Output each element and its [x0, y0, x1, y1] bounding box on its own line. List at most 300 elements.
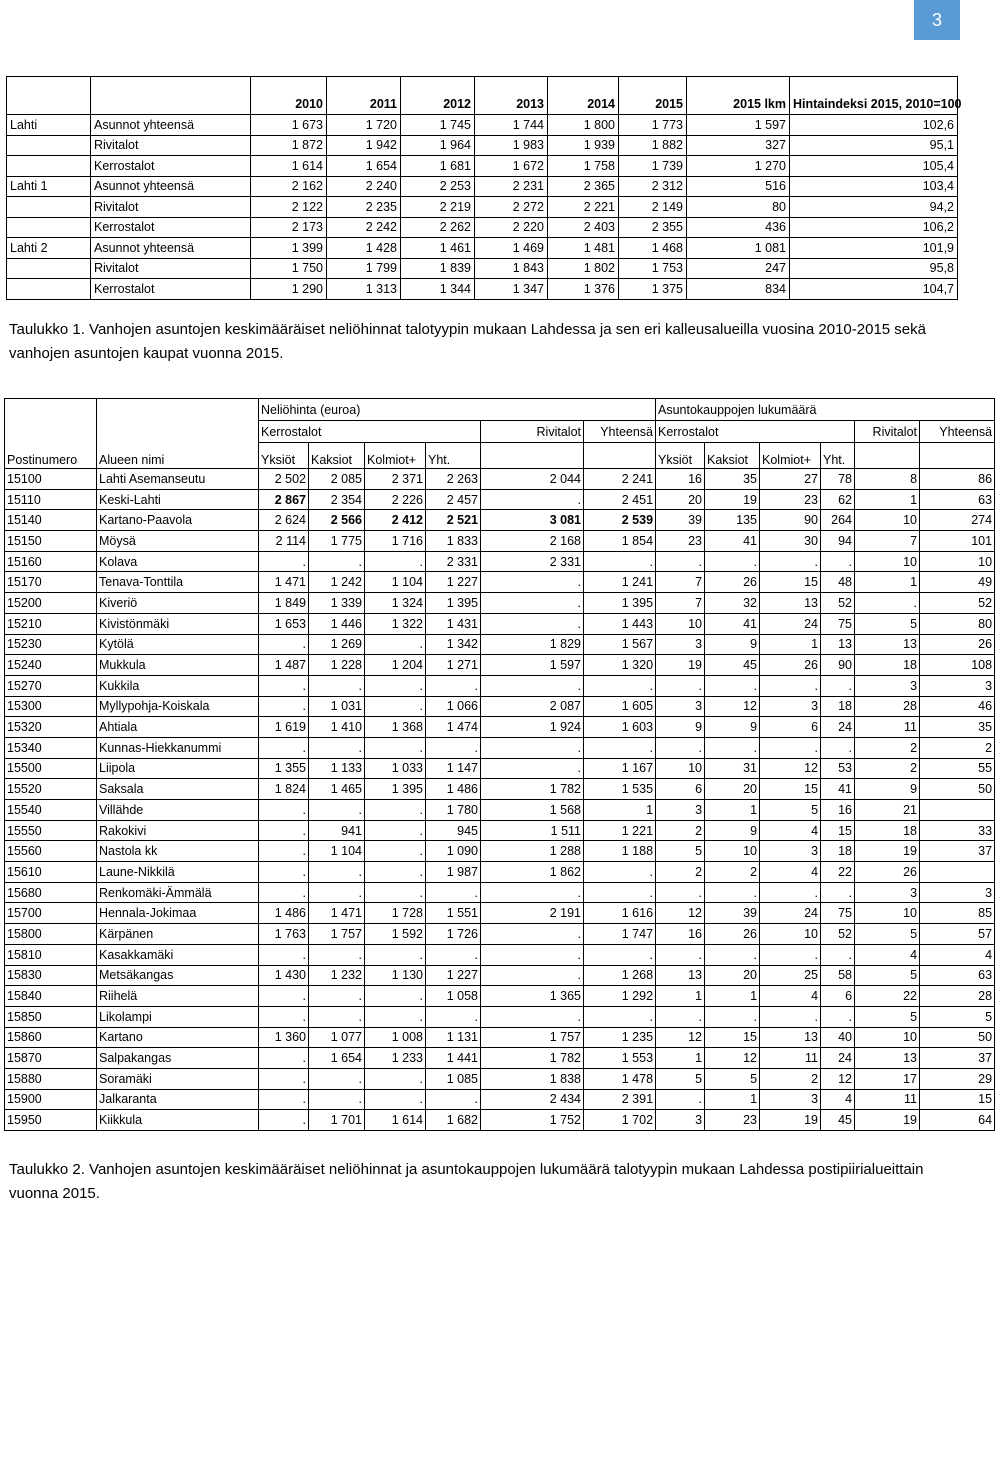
value-cell: 2: [855, 758, 920, 779]
area-name: Kiveriö: [97, 593, 259, 614]
value-cell: .: [821, 551, 855, 572]
value-cell: 1 431: [426, 613, 481, 634]
value-cell: 15: [760, 572, 821, 593]
value-cell: 2 085: [309, 469, 365, 490]
housing-type: Asunnot yhteensä: [91, 176, 251, 197]
value-cell: .: [481, 965, 584, 986]
value-cell: .: [365, 986, 426, 1007]
value-cell: 1: [656, 1048, 705, 1069]
value-cell: 20: [705, 965, 760, 986]
value-cell: 19: [760, 1110, 821, 1131]
value-cell: 5: [855, 1006, 920, 1027]
value-cell: 2: [656, 862, 705, 883]
area-name: Saksala: [97, 779, 259, 800]
value-cell: .: [259, 944, 309, 965]
table-row: [5, 1110, 995, 1131]
value-cell: 2 231: [475, 176, 548, 197]
value-cell: 2 242: [327, 217, 401, 238]
value-cell: 5: [855, 613, 920, 634]
value-cell: 5: [920, 1006, 995, 1027]
value-cell: 12: [656, 1027, 705, 1048]
value-cell: 1 133: [309, 758, 365, 779]
value-cell: .: [259, 696, 309, 717]
value-cell: .: [481, 737, 584, 758]
value-cell: .: [259, 551, 309, 572]
value-cell: 1 750: [251, 258, 327, 279]
value-cell: .: [481, 924, 584, 945]
count-group-header: Asuntokauppojen lukumäärä: [656, 399, 995, 421]
value-cell: 1 104: [309, 841, 365, 862]
value-cell: 58: [821, 965, 855, 986]
value-cell: .: [584, 944, 656, 965]
value-cell: 2 502: [259, 469, 309, 490]
area-name: Nastola kk: [97, 841, 259, 862]
housing-type: Asunnot yhteensä: [91, 115, 251, 136]
value-cell: 2 355: [619, 217, 687, 238]
postal-code: 15200: [5, 593, 97, 614]
value-cell: .: [656, 944, 705, 965]
table-row: [7, 115, 958, 136]
value-cell: 10: [920, 551, 995, 572]
value-cell: 17: [855, 1068, 920, 1089]
value-cell: 10: [760, 924, 821, 945]
value-cell: 1 395: [365, 779, 426, 800]
value-cell: 53: [821, 758, 855, 779]
value-cell: .: [259, 800, 309, 821]
value-cell: 1 232: [309, 965, 365, 986]
value-cell: 2 168: [481, 531, 584, 552]
value-cell: .: [760, 675, 821, 696]
table2-caption: Taulukko 2. Vanhojen asuntojen keskimääräiset neliöhinnat ja asuntokauppojen lukumäärä talotyypin mukaan Lahdessa postipiirialueittain vuonna 2015.: [9, 1161, 924, 1202]
value-cell: .: [656, 1006, 705, 1027]
value-cell: 18: [821, 696, 855, 717]
value-cell: 1 849: [259, 593, 309, 614]
value-cell: 1 131: [426, 1027, 481, 1048]
value-cell: 1 471: [309, 903, 365, 924]
value-cell: 95,8: [790, 258, 958, 279]
value-cell: 1 782: [481, 779, 584, 800]
value-cell: 1 130: [365, 965, 426, 986]
value-cell: 52: [920, 593, 995, 614]
value-cell: 3: [855, 675, 920, 696]
table-row: [7, 135, 958, 156]
value-cell: 9: [705, 717, 760, 738]
value-cell: 23: [656, 531, 705, 552]
price-yht-header: Yht.: [426, 443, 481, 469]
value-cell: 1 654: [327, 156, 401, 177]
table-row: [5, 944, 995, 965]
table1-caption: Taulukko 1. Vanhojen asuntojen keskimääräiset neliöhinnat talotyypin mukaan Lahdessa ja sen eri kalleusalueilla vuosina 2010-2015 sekä vanhojen asuntojen kaupat vuonna 2015.: [9, 321, 926, 362]
value-cell: 35: [705, 469, 760, 490]
table-row: [7, 258, 958, 279]
value-cell: .: [821, 944, 855, 965]
value-cell: .: [365, 820, 426, 841]
value-cell: 1 567: [584, 634, 656, 655]
table-row: [5, 779, 995, 800]
value-cell: 85: [920, 903, 995, 924]
value-cell: .: [584, 737, 656, 758]
value-cell: 1 241: [584, 572, 656, 593]
area-name: Riihelä: [97, 986, 259, 1007]
value-cell: 2 235: [327, 197, 401, 218]
value-cell: .: [309, 551, 365, 572]
value-cell: 1 619: [259, 717, 309, 738]
value-cell: 37: [920, 841, 995, 862]
value-cell: 2 262: [401, 217, 475, 238]
area-name: [7, 135, 91, 156]
value-cell: 1 745: [401, 115, 475, 136]
housing-type: Kerrostalot: [91, 217, 251, 238]
area-name: Kukkila: [97, 675, 259, 696]
postal-code: 15270: [5, 675, 97, 696]
value-cell: .: [309, 1068, 365, 1089]
value-cell: 28: [855, 696, 920, 717]
area-name: Kivistönmäki: [97, 613, 259, 634]
postal-code: 15830: [5, 965, 97, 986]
value-cell: 1 654: [309, 1048, 365, 1069]
value-cell: 1 720: [327, 115, 401, 136]
postal-code: 15110: [5, 489, 97, 510]
value-cell: [920, 800, 995, 821]
value-cell: .: [705, 737, 760, 758]
table-row: [5, 800, 995, 821]
value-cell: 2 403: [548, 217, 619, 238]
postal-code: 15230: [5, 634, 97, 655]
value-cell: .: [365, 944, 426, 965]
value-cell: 26: [705, 572, 760, 593]
value-cell: 3: [855, 882, 920, 903]
value-cell: .: [821, 675, 855, 696]
value-cell: 1 365: [481, 986, 584, 1007]
value-cell: 2 240: [327, 176, 401, 197]
area-name: Kasakkamäki: [97, 944, 259, 965]
value-cell: 55: [920, 758, 995, 779]
value-cell: .: [705, 1006, 760, 1027]
value-cell: 94: [821, 531, 855, 552]
value-cell: 5: [855, 924, 920, 945]
value-cell: 1 339: [309, 593, 365, 614]
value-cell: 10: [855, 551, 920, 572]
value-cell: 45: [821, 1110, 855, 1131]
value-cell: 1: [705, 800, 760, 821]
value-cell: 1 204: [365, 655, 426, 676]
value-cell: 1 471: [259, 572, 309, 593]
table-row: [5, 882, 995, 903]
area-name: Kolava: [97, 551, 259, 572]
value-cell: 2 114: [259, 531, 309, 552]
value-cell: 3: [920, 675, 995, 696]
value-cell: 9: [705, 820, 760, 841]
value-cell: 1 368: [365, 717, 426, 738]
value-cell: 19: [656, 655, 705, 676]
value-cell: 57: [920, 924, 995, 945]
value-cell: 64: [920, 1110, 995, 1131]
value-cell: 1 443: [584, 613, 656, 634]
area-name: Kartano-Paavola: [97, 510, 259, 531]
value-cell: .: [821, 882, 855, 903]
value-cell: 2: [920, 737, 995, 758]
value-cell: .: [309, 986, 365, 1007]
page-number: 3: [914, 0, 960, 40]
value-cell: 3: [656, 1110, 705, 1131]
postal-code: 15840: [5, 986, 97, 1007]
value-cell: .: [426, 737, 481, 758]
area-name: Kärpänen: [97, 924, 259, 945]
value-cell: 1 292: [584, 986, 656, 1007]
value-cell: 1 268: [584, 965, 656, 986]
value-cell: 1 782: [481, 1048, 584, 1069]
value-cell: 1 728: [365, 903, 426, 924]
table-row: [5, 758, 995, 779]
value-cell: 94,2: [790, 197, 958, 218]
value-cell: 1 716: [365, 531, 426, 552]
value-cell: 12: [821, 1068, 855, 1089]
value-cell: .: [309, 675, 365, 696]
value-cell: 1 753: [619, 258, 687, 279]
value-cell: .: [760, 551, 821, 572]
value-cell: 5: [705, 1068, 760, 1089]
value-cell: 22: [855, 986, 920, 1007]
table-row: [5, 696, 995, 717]
postal-code: 15340: [5, 737, 97, 758]
postal-code: 15700: [5, 903, 97, 924]
value-cell: 1 763: [259, 924, 309, 945]
value-cell: 30: [760, 531, 821, 552]
value-cell: 24: [821, 1048, 855, 1069]
postal-code: 15140: [5, 510, 97, 531]
value-cell: 1 242: [309, 572, 365, 593]
value-cell: 78: [821, 469, 855, 490]
table-row: [5, 965, 995, 986]
value-cell: 1 511: [481, 820, 584, 841]
value-cell: 1 653: [259, 613, 309, 634]
value-cell: 6: [656, 779, 705, 800]
postal-code: 15880: [5, 1068, 97, 1089]
value-cell: 1 395: [584, 593, 656, 614]
area-name: Soramäki: [97, 1068, 259, 1089]
value-cell: 1 355: [259, 758, 309, 779]
table-row: [5, 593, 995, 614]
value-cell: .: [365, 841, 426, 862]
value-cell: 1 430: [259, 965, 309, 986]
table-row: [5, 1048, 995, 1069]
value-cell: 1 008: [365, 1027, 426, 1048]
value-cell: .: [584, 862, 656, 883]
column-header: 2013: [475, 77, 548, 115]
value-cell: 7: [656, 572, 705, 593]
value-cell: 1 551: [426, 903, 481, 924]
housing-type: Asunnot yhteensä: [91, 238, 251, 259]
value-cell: .: [481, 489, 584, 510]
value-cell: 13: [760, 1027, 821, 1048]
value-cell: 24: [821, 717, 855, 738]
value-cell: 3: [656, 696, 705, 717]
value-cell: 1 227: [426, 572, 481, 593]
value-cell: .: [426, 944, 481, 965]
value-cell: .: [656, 737, 705, 758]
value-cell: 10: [855, 1027, 920, 1048]
value-cell: 1 324: [365, 593, 426, 614]
value-cell: 1 188: [584, 841, 656, 862]
value-cell: 1: [656, 986, 705, 1007]
value-cell: 1 077: [309, 1027, 365, 1048]
value-cell: 3: [656, 800, 705, 821]
area-name: Likolampi: [97, 1006, 259, 1027]
value-cell: 101: [920, 531, 995, 552]
value-cell: 1: [705, 986, 760, 1007]
value-cell: 1 376: [548, 279, 619, 300]
value-cell: .: [656, 551, 705, 572]
column-header: 2015 lkm: [687, 77, 790, 115]
value-cell: .: [481, 758, 584, 779]
value-cell: 1 270: [687, 156, 790, 177]
value-cell: 102,6: [790, 115, 958, 136]
value-cell: 26: [920, 634, 995, 655]
value-cell: 1 614: [251, 156, 327, 177]
value-cell: 2: [656, 820, 705, 841]
area-name: Jalkaranta: [97, 1089, 259, 1110]
value-cell: 1 031: [309, 696, 365, 717]
count-yht-header: Yht.: [821, 443, 855, 469]
area-name: [7, 258, 91, 279]
value-cell: 22: [821, 862, 855, 883]
area-name: Kytölä: [97, 634, 259, 655]
table-row: [5, 489, 995, 510]
area-name: Tenava-Tonttila: [97, 572, 259, 593]
value-cell: .: [760, 737, 821, 758]
value-cell: 1: [855, 489, 920, 510]
value-cell: .: [426, 675, 481, 696]
value-cell: 1 603: [584, 717, 656, 738]
postal-code: 15560: [5, 841, 97, 862]
value-cell: 46: [920, 696, 995, 717]
postal-code: 15300: [5, 696, 97, 717]
value-cell: 75: [821, 903, 855, 924]
value-cell: 75: [821, 613, 855, 634]
value-cell: 2 221: [548, 197, 619, 218]
column-header: 2010: [251, 77, 327, 115]
postal-code: 15800: [5, 924, 97, 945]
value-cell: 4: [821, 1089, 855, 1110]
value-cell: .: [259, 1110, 309, 1131]
value-cell: 16: [656, 924, 705, 945]
value-cell: 2 457: [426, 489, 481, 510]
value-cell: 1 597: [481, 655, 584, 676]
value-cell: 2 434: [481, 1089, 584, 1110]
value-cell: 3: [920, 882, 995, 903]
price-group-header: Neliöhinta (euroa): [259, 399, 656, 421]
value-cell: .: [584, 675, 656, 696]
value-cell: 1 833: [426, 531, 481, 552]
value-cell: 11: [855, 717, 920, 738]
value-cell: 1 799: [327, 258, 401, 279]
value-cell: 52: [821, 924, 855, 945]
area-name: Kunnas-Hiekkanummi: [97, 737, 259, 758]
type-header-blank: [91, 77, 251, 115]
value-cell: 1 344: [401, 279, 475, 300]
value-cell: .: [259, 737, 309, 758]
area-name: Möysä: [97, 531, 259, 552]
count-kerrostalot-header: Kerrostalot: [656, 421, 855, 443]
postal-code: 15320: [5, 717, 97, 738]
value-cell: .: [365, 696, 426, 717]
value-cell: 2: [705, 862, 760, 883]
postal-code: 15160: [5, 551, 97, 572]
housing-type: Kerrostalot: [91, 156, 251, 177]
price-kaksiot-header: Kaksiot: [309, 443, 365, 469]
value-cell: 1 288: [481, 841, 584, 862]
column-header: 2015: [619, 77, 687, 115]
value-cell: 40: [821, 1027, 855, 1048]
value-cell: 2 122: [251, 197, 327, 218]
value-cell: 1 395: [426, 593, 481, 614]
value-cell: 1 486: [426, 779, 481, 800]
value-cell: .: [855, 593, 920, 614]
value-cell: 11: [760, 1048, 821, 1069]
value-cell: .: [259, 634, 309, 655]
price-yksiot-header: Yksiöt: [259, 443, 309, 469]
value-cell: 10: [855, 903, 920, 924]
value-cell: 33: [920, 820, 995, 841]
table-row: [5, 841, 995, 862]
value-cell: .: [481, 572, 584, 593]
value-cell: .: [656, 882, 705, 903]
value-cell: 1 882: [619, 135, 687, 156]
value-cell: 1 739: [619, 156, 687, 177]
table-row: [5, 572, 995, 593]
value-cell: 1 854: [584, 531, 656, 552]
value-cell: 1 726: [426, 924, 481, 945]
value-cell: 20: [656, 489, 705, 510]
value-cell: 1 939: [548, 135, 619, 156]
value-cell: 2 331: [426, 551, 481, 572]
value-cell: .: [259, 820, 309, 841]
value-cell: 1 410: [309, 717, 365, 738]
value-cell: 1 081: [687, 238, 790, 259]
value-cell: 1 487: [259, 655, 309, 676]
value-cell: 63: [920, 965, 995, 986]
value-cell: 1 290: [251, 279, 327, 300]
value-cell: 24: [760, 613, 821, 634]
value-cell: 108: [920, 655, 995, 676]
value-cell: 18: [855, 820, 920, 841]
value-cell: 1 872: [251, 135, 327, 156]
value-cell: 2 162: [251, 176, 327, 197]
value-cell: 32: [705, 593, 760, 614]
postal-code: 15860: [5, 1027, 97, 1048]
value-cell: 2 173: [251, 217, 327, 238]
value-cell: 1 775: [309, 531, 365, 552]
value-cell: 50: [920, 1027, 995, 1048]
value-cell: .: [584, 1006, 656, 1027]
table-row: [7, 197, 958, 218]
value-cell: .: [584, 882, 656, 903]
value-cell: .: [481, 613, 584, 634]
area-name: Villähde: [97, 800, 259, 821]
postal-code: 15950: [5, 1110, 97, 1131]
count-yksiot-header: Yksiöt: [656, 443, 705, 469]
value-cell: .: [309, 862, 365, 883]
value-cell: .: [259, 1048, 309, 1069]
value-cell: 18: [821, 841, 855, 862]
area-name: [7, 197, 91, 218]
table-row: [5, 655, 995, 676]
value-cell: 86: [920, 469, 995, 490]
table-row: [5, 924, 995, 945]
value-cell: .: [760, 944, 821, 965]
value-cell: 834: [687, 279, 790, 300]
value-cell: 10: [656, 613, 705, 634]
